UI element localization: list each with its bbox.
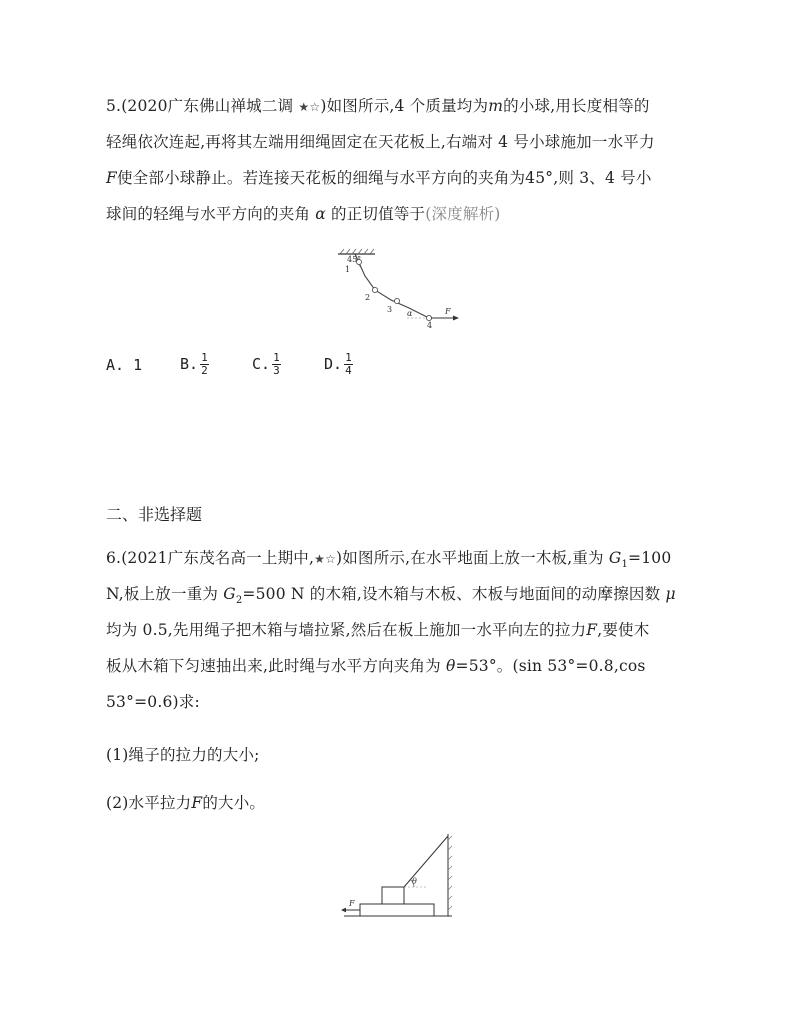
- choice-b[interactable]: B. $\frac{1}{2}$: [180, 351, 208, 377]
- fraction: $\frac{1}{2}$: [201, 351, 208, 377]
- q6-sub-question-1: (1)绳子的拉力的大小;: [106, 746, 260, 764]
- fraction: $\frac{1}{3}$: [273, 351, 280, 377]
- alpha-symbol: α: [315, 205, 326, 223]
- ball-label-4: 4: [427, 321, 433, 328]
- ball-label-1: 1: [345, 265, 351, 274]
- q6-line-4: 板从木箱下匀速抽出来,此时绳与水平方向夹角为 θ=53°。(sin 53°=0.8,cos: [106, 657, 646, 675]
- q6-source: 6.(2021广东茂名高一上期中,: [106, 549, 315, 567]
- q5-line-2: 轻绳依次连起,再将其左端用细绳固定在天花板上,右端对 4 号小球施加一水平力: [106, 133, 655, 151]
- force-arrowhead: [453, 316, 459, 321]
- mass-symbol: m: [488, 97, 504, 115]
- rope: [404, 836, 448, 887]
- force-symbol: F: [106, 169, 117, 187]
- q5-figure: [335, 248, 465, 328]
- fraction: $\frac{1}{4}$: [345, 351, 352, 377]
- ball-4: [426, 315, 431, 320]
- mu-symbol: μ: [665, 585, 676, 603]
- choice-d[interactable]: D. $\frac{1}{4}$: [324, 351, 352, 377]
- theta-symbol: θ: [445, 657, 456, 675]
- wall-hatch: [448, 836, 452, 910]
- q5-source: 5.(2020广东佛山禅城二调: [106, 97, 299, 115]
- ball-label-3: 3: [387, 305, 393, 314]
- angle-label: 45°: [347, 255, 362, 264]
- ceiling-hatch: [340, 249, 374, 254]
- analysis-link[interactable]: (深度解析): [425, 205, 501, 223]
- theta-label: θ: [412, 877, 417, 886]
- board: [360, 904, 434, 916]
- choice-c[interactable]: C. $\frac{1}{3}$: [252, 351, 280, 377]
- q5-line-4: 球间的轻绳与水平方向的夹角 α 的正切值等于(深度解析): [106, 205, 501, 223]
- q5-line-3: F使全部小球静止。若连接天花板的细绳与水平方向的夹角为45°,则 3、4 号小: [106, 169, 652, 187]
- choice-a[interactable]: A. 1: [106, 356, 143, 374]
- force-arrowhead: [341, 908, 346, 913]
- q6-line-2: N,板上放一重为 $G_2=500$ N 的木箱,设木箱与木板、木板与地面间的动摩擦因数 μ: [106, 585, 676, 607]
- ball-3: [394, 298, 399, 303]
- crate: [382, 887, 404, 904]
- q6-sub-question-2: (2)水平拉力F的大小。: [106, 794, 266, 812]
- q5-line-1: 5.(2020广东佛山禅城二调 ★☆)如图所示,4 个质量均为m的小球,用长度相等的: [106, 97, 650, 115]
- q6-line-1: 6.(2021广东茂名高一上期中,★☆)如图所示,在水平地面上放一木板,重为 $G_1=100$: [106, 549, 672, 571]
- force-label: F: [349, 899, 355, 908]
- balls: [357, 260, 432, 321]
- q6-line-3: 均为 0.5,先用绳子把木箱与墙拉紧,然后在板上施加一水平向左的拉力F,要使木: [106, 621, 650, 639]
- force-label: F: [445, 307, 451, 316]
- q6-line-5: 53°=0.6)求:: [106, 693, 200, 711]
- alpha-label: α: [407, 309, 413, 318]
- ball-2: [372, 287, 377, 292]
- section-heading: 二、非选择题: [106, 505, 203, 524]
- difficulty-stars: ★☆: [314, 552, 337, 566]
- q6-figure: [340, 832, 460, 922]
- difficulty-stars: ★☆: [298, 100, 321, 114]
- ball-label-2: 2: [365, 293, 371, 302]
